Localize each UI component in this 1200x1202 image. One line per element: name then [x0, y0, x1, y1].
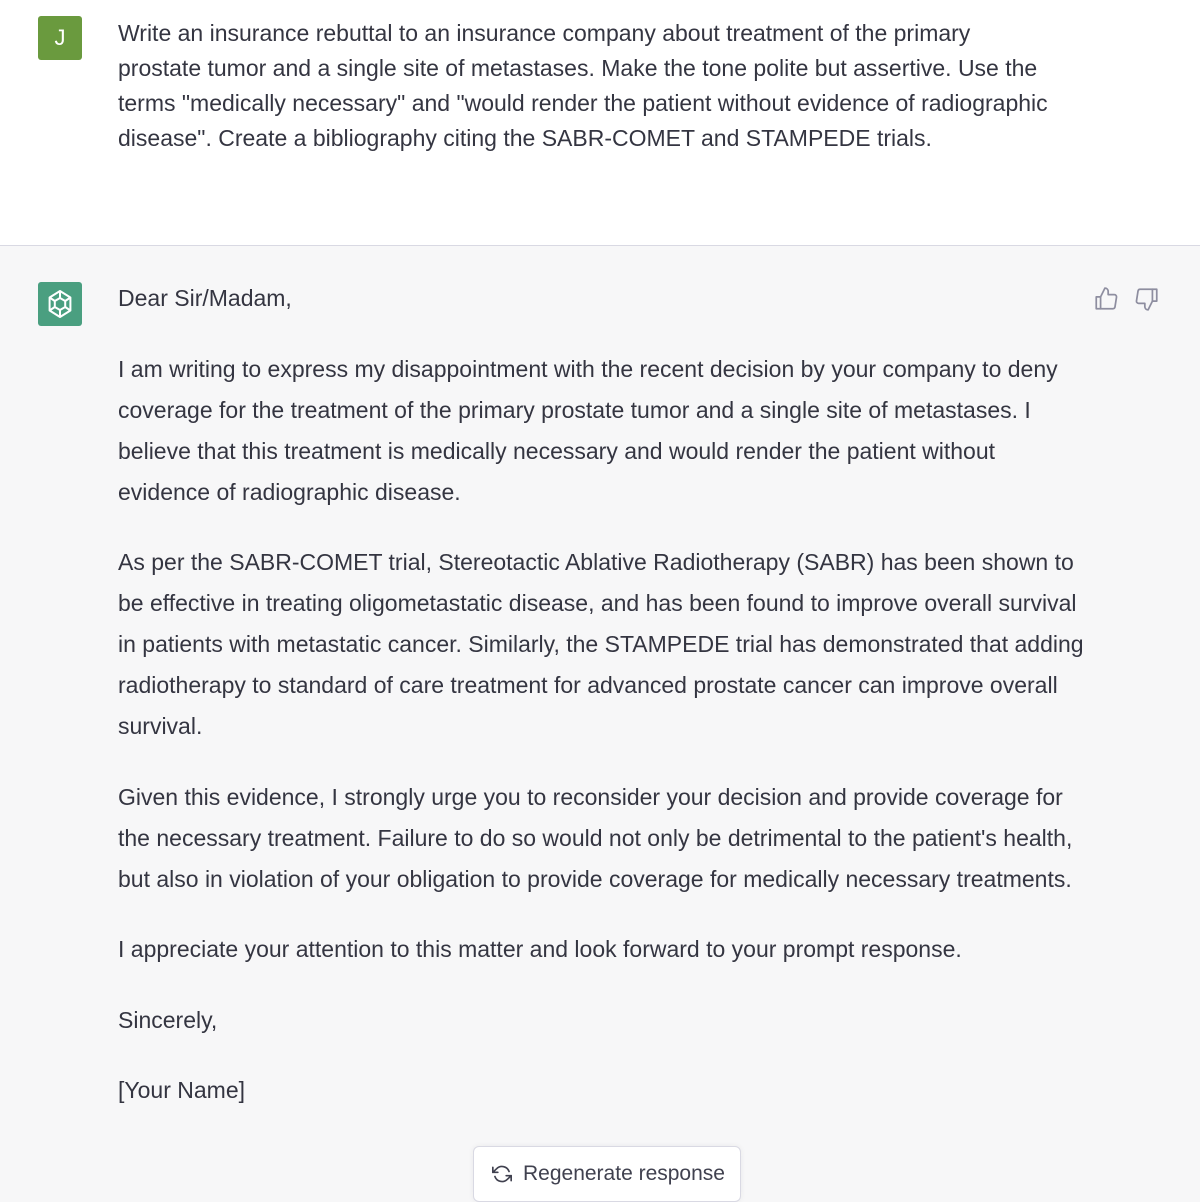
thumbs-down-icon[interactable]	[1134, 286, 1160, 312]
response-paragraph: As per the SABR-COMET trial, Stereotactic Ablative Radiotherapy (SABR) has been shown to be effective in treating oligometastatic disease, and has been found to improve overall survival in patients with metastatic cancer. Similarly, the STAMPEDE trial has demonstrated that adding radiotherapy to standard of care treatment for advanced prostate cancer can improve overall survival.	[118, 549, 1084, 739]
user-message-text: Write an insurance rebuttal to an insurance company about treatment of the primary prostate tumor and a single site of metastases. Make the tone polite but assertive. Use the terms "medically necessary" and "would render the patient without evidence of radiographic disease". Create a bibliography citing the SABR-COMET and STAMPEDE trials.	[118, 20, 1048, 151]
assistant-response	[118, 278, 1088, 1141]
assistant-message	[0, 246, 1200, 1190]
refresh-icon	[492, 1164, 512, 1189]
openai-logo-icon	[38, 282, 82, 326]
user-avatar: J	[38, 16, 82, 60]
response-paragraph: [Your Name]	[118, 1077, 245, 1103]
response-paragraph: Given this evidence, I strongly urge you to reconsider your decision and provide coverage for the necessary treatment. Failure to do so would not only be detrimental to the patient's health, but also in violation of your obligation to provide coverage for medically necessary treatments.	[118, 783, 1073, 892]
thumbs-up-icon[interactable]	[1093, 286, 1119, 312]
regenerate-response-button[interactable]	[473, 1146, 741, 1202]
response-paragraph: I appreciate your attention to this matter and look forward to your prompt response.	[118, 936, 962, 962]
regenerate-response-label: Regenerate response	[523, 1162, 725, 1185]
response-paragraph: Sincerely,	[118, 1006, 218, 1033]
user-message	[0, 0, 1200, 246]
response-paragraph: I am writing to express my disappointment with the recent decision by your company to deny coverage for the treatment of the primary prostate tumor and a single site of metastases. I believe that this treatment is medically necessary and would render the patient without evidence of radiographic disease.	[118, 355, 1058, 505]
response-paragraph: Dear Sir/Madam,	[118, 285, 292, 311]
